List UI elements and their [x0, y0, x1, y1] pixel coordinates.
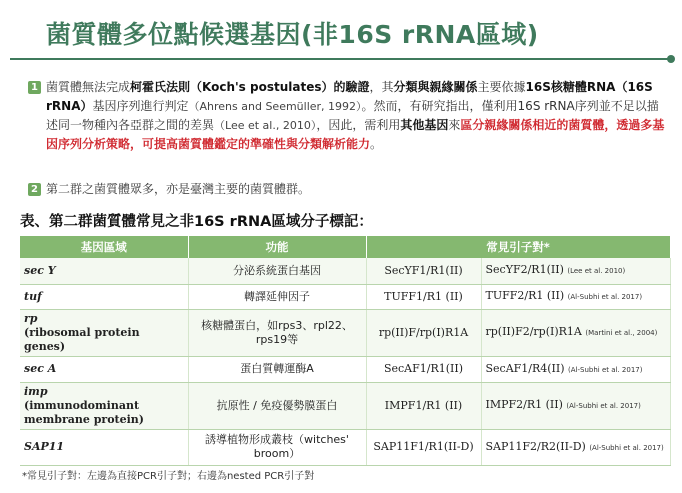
title-divider: [10, 58, 672, 60]
header-region: 基因區域: [20, 236, 188, 258]
cell-region: tuf: [20, 284, 188, 309]
header-function: 功能: [188, 236, 366, 258]
cell-function: 轉譯延伸因子: [188, 284, 366, 309]
cell-primer-direct: SAP11F1/R1(II-D): [366, 429, 481, 465]
cell-primer-direct: SecAF1/R1(II): [366, 356, 481, 382]
cell-function: 蛋白質轉運酶A: [188, 356, 366, 382]
cell-function: 核糖體蛋白，如rps3、rpl22、rps19等: [188, 309, 366, 356]
cell-region: imp (immunodominant membrane protein): [20, 382, 188, 429]
cell-primer-nested: TUFF2/R1 (II) (Al-Subhi et al. 2017): [481, 284, 670, 309]
table-row: [20, 356, 670, 382]
cell-primer-nested: IMPF2/R1 (II) (Al-Subhi et al. 2017): [481, 382, 670, 429]
cell-function: 誘導植物形成叢枝（witches' broom）: [188, 429, 366, 465]
table-row: [20, 429, 670, 465]
bullet-2-text: 第二群之菌質體眾多，亦是臺灣主要的菌質體群。: [46, 182, 311, 196]
bullet-number-icon: 2: [28, 183, 41, 196]
cell-primer-nested: SecYF2/R1(II) (Lee et al. 2010): [481, 258, 670, 284]
cell-region: SAP11: [20, 429, 188, 465]
cell-primer-direct: TUFF1/R1 (II): [366, 284, 481, 309]
cell-primer-direct: IMPF1/R1 (II): [366, 382, 481, 429]
cell-primer-nested: SAP11F2/R2(II-D) (Al-Subhi et al. 2017): [481, 429, 670, 465]
header-primers: 常見引子對*: [366, 236, 670, 258]
bullet-number-icon: 1: [28, 81, 41, 94]
cell-primer-direct: SecYF1/R1(II): [366, 258, 481, 284]
table-row: [20, 284, 670, 309]
bullet-2: [28, 180, 668, 199]
cell-region: sec A: [20, 356, 188, 382]
cell-primer-nested: rp(II)F2/rp(I)R1A (Martini et al., 2004): [481, 309, 670, 356]
bullet-1: [28, 78, 668, 154]
table-row: [20, 258, 670, 284]
table-header-row: [20, 236, 670, 258]
cell-region: sec Y: [20, 258, 188, 284]
table-footnote: *常見引子對：左邊為直接PCR引子對；右邊為nested PCR引子對: [22, 471, 315, 482]
cell-primer-direct: rp(II)F/rp(I)R1A: [366, 309, 481, 356]
table-row: [20, 382, 670, 429]
marker-table: [20, 236, 671, 466]
cell-function: 分泌系統蛋白基因: [188, 258, 366, 284]
bullet-1-text: 菌質體無法完成柯霍氏法則（Koch's postulates）的驗證，其分類與親緣關係主要依據16S核糖體RNA（16S rRNA）基因序列進行判定（Ahrens and Seemüller, 1992）。然而，有研究指出，僅利用16S rRNA序列並不足以描述同一物種內各亞群之間的差異（Lee et al., 2010），因此，需利用其他基因來區分親緣關係相近的菌質體，透過多基因序列分析策略，可提高菌質體鑑定的準確性與分類解析能力。: [46, 80, 665, 151]
slide-title: 菌質體多位點候選基因(非16S rRNA區域): [46, 20, 539, 49]
cell-primer-nested: SecAF1/R4(II) (Al-Subhi et al. 2017): [481, 356, 670, 382]
table-row: [20, 309, 670, 356]
cell-function: 抗原性 / 免疫優勢膜蛋白: [188, 382, 366, 429]
cell-region: rp (ribosomal protein genes): [20, 309, 188, 356]
table-caption: 表、第二群菌質體常見之非16S rRNA區域分子標記：: [20, 214, 373, 230]
